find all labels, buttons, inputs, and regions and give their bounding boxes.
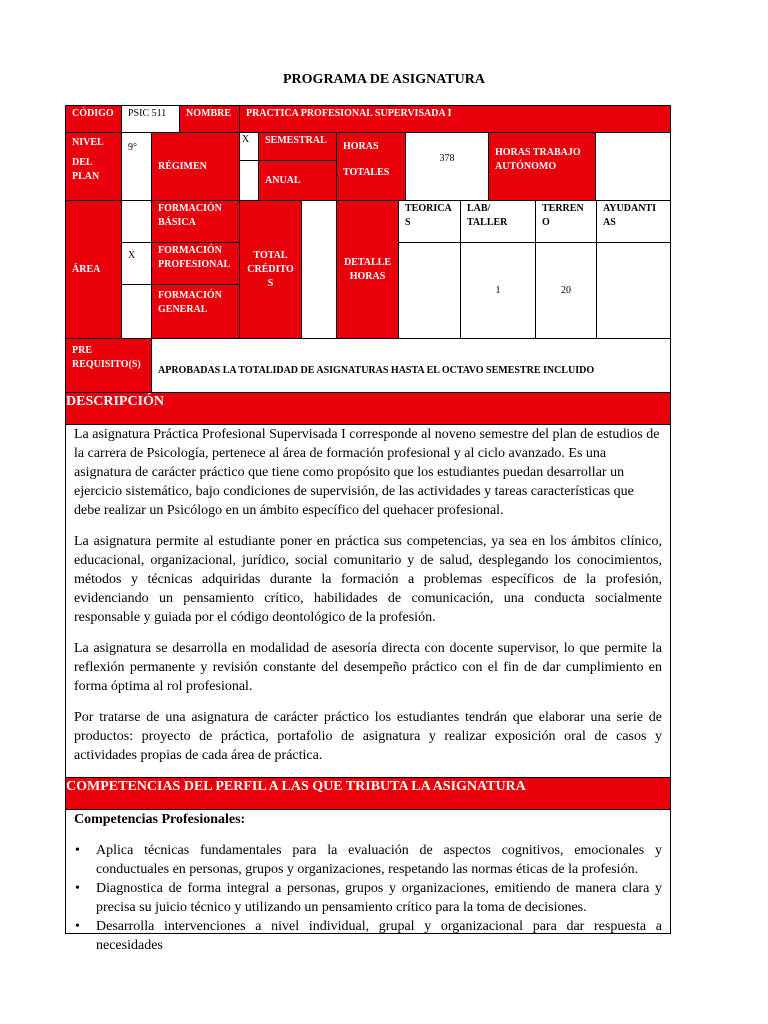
nivel-label-line3: PLAN	[72, 171, 100, 182]
formacion-profesional-mark: X	[121, 242, 152, 285]
nombre-label: NOMBRE	[179, 105, 240, 133]
horas-trabajo-autonomo-label: HORAS TRABAJO AUTÓNOMO	[488, 132, 596, 201]
anual-label: ANUAL	[258, 160, 337, 201]
bullet-icon: •	[75, 881, 80, 896]
competencia-text-1: Aplica técnicas fundamentales para la evaluación de aspectos cognitivos, emocionales y conductuales en personas, grupos y organizaciones, respetando las normas éticas de la profesión.	[96, 843, 662, 877]
lab-taller-line2: TALLER	[467, 217, 508, 228]
competencia-item-1	[66, 841, 670, 879]
competencias-body	[65, 810, 671, 953]
horas-totales-line2: TOTALES	[343, 167, 390, 178]
anual-mark	[239, 160, 259, 201]
competencia-item-2	[66, 879, 670, 917]
competencia-text-3: Desarrolla intervenciones a nivel individual, grupal y organizacional para dar respuesta a necesidades	[96, 919, 662, 953]
page-title: PROGRAMA DE ASIGNATURA	[283, 72, 485, 87]
competencia-text-2: Diagnostica de forma integral a personas, grupos y organizaciones, emitiendo de manera clara y precisa su juicio técnico y utilizando un pensamiento crítico para la toma de decisiones.	[96, 881, 662, 915]
terreno-value: 20	[535, 242, 597, 339]
nivel-label-line1: NIVEL	[72, 137, 104, 148]
horas-totales-label	[336, 132, 406, 201]
teoricas-line1: TEORICA	[405, 203, 452, 214]
competencias-heading: COMPETENCIAS DEL PERFIL A LAS QUE TRIBUTA LA ASIGNATURA	[65, 777, 671, 810]
nombre-value: PRACTICA PROFESIONAL SUPERVISADA I	[239, 105, 671, 133]
teoricas-line2: S	[405, 217, 411, 228]
formacion-profesional-label: FORMACIÓN PROFESIONAL	[151, 242, 240, 285]
semestral-label: SEMESTRAL	[258, 132, 337, 161]
horas-totales-line1: HORAS	[343, 141, 379, 152]
bullet-icon: •	[75, 843, 80, 858]
formacion-basica-mark	[121, 200, 152, 243]
competencias-subheading: Competencias Profesionales:	[74, 812, 246, 827]
formacion-general-label: FORMACIÓN GENERAL	[151, 284, 240, 339]
descripcion-paragraph-4: Por tratarse de una asignatura de carácter práctico los estudiantes tendrán que elaborar una serie de productos: proyecto de práctica, portafolio de asignatura y realizar exposición oral de casos y actividades propias de cada área de práctica.	[74, 710, 662, 763]
area-label: ÁREA	[65, 200, 122, 339]
total-creditos-value	[301, 200, 337, 339]
ayudantias-line2: AS	[603, 217, 616, 228]
nivel-value: 9°	[121, 132, 152, 201]
descripcion-paragraph-3: La asignatura se desarrolla en modalidad de asesoría directa con docente supervisor, lo que permite la reflexión permanente y revisión constante del desempeño práctico con el fin de dar cumplimiento en forma óptima al rol profesional.	[74, 641, 662, 694]
total-creditos-label	[239, 200, 302, 339]
prerequisitos-label: PRE REQUISITO(S)	[65, 338, 152, 393]
competencia-item-3	[66, 917, 670, 955]
descripcion-paragraph-1: La asignatura Práctica Profesional Supervisada I corresponde al noveno semestre del plan de estudios de la carrera de Psicología, pertenece al área de formación profesional y al ciclo avanzado. Es una asignatura de carácter práctico que tiene como propósito que los estudiantes puedan desarrollar un ejercicio sistemático, bajo condiciones de supervisión, de las actividades y tareas características que debe realizar un Psicólogo en un ámbito específico del quehacer profesional.	[74, 427, 660, 518]
detalle-horas-label: DETALLE HORAS	[336, 200, 399, 339]
horas-totales-value: 378	[405, 132, 489, 201]
descripcion-body	[65, 425, 671, 778]
lab-taller-header	[460, 200, 536, 243]
horas-trabajo-autonomo-value	[595, 132, 671, 201]
total-creditos-line3: S	[267, 277, 274, 289]
semestral-mark: X	[239, 132, 259, 161]
formacion-general-mark	[121, 284, 152, 339]
total-creditos-line1: TOTAL	[253, 249, 288, 261]
teoricas-value	[398, 242, 461, 339]
total-creditos-line2: CRÉDITO	[247, 263, 294, 275]
ayudantias-header	[596, 200, 671, 243]
terreno-line1: TERREN	[542, 203, 584, 214]
nivel-label-line2: DEL	[72, 157, 93, 168]
formacion-basica-label: FORMACIÓN BÁSICA	[151, 200, 240, 243]
terreno-line2: O	[542, 217, 550, 228]
lab-taller-value: 1	[460, 242, 536, 339]
nivel-label	[65, 132, 122, 201]
ayudantias-value	[596, 242, 671, 339]
codigo-label: CÓDIGO	[65, 105, 122, 133]
terreno-header	[535, 200, 597, 243]
prerequisitos-value: APROBADAS LA TOTALIDAD DE ASIGNATURAS HASTA EL OCTAVO SEMESTRE INCLUIDO	[151, 338, 671, 393]
codigo-value: PSIC 511	[121, 105, 180, 133]
bullet-icon: •	[75, 919, 80, 934]
regimen-label: RÉGIMEN	[151, 132, 240, 201]
ayudantias-line1: AYUDANTI	[603, 203, 656, 214]
teoricas-header	[398, 200, 461, 243]
lab-taller-line1: LAB/	[467, 203, 491, 214]
descripcion-paragraph-2: La asignatura permite al estudiante poner en práctica sus competencias, ya sea en los ámbitos clínico, educacional, organizacional, jurídico, social comunitario y de salud, desplegando los conocimientos, métodos y técnicas adquiridas durante la formación a problemas específicos de la profesión, evidenciando un pensamiento crítico, habilidades de comunicación, una conducta socialmente responsable y guiada por el código deontológico de la profesión.	[74, 534, 662, 625]
descripcion-heading: DESCRIPCIÓN	[65, 392, 671, 425]
